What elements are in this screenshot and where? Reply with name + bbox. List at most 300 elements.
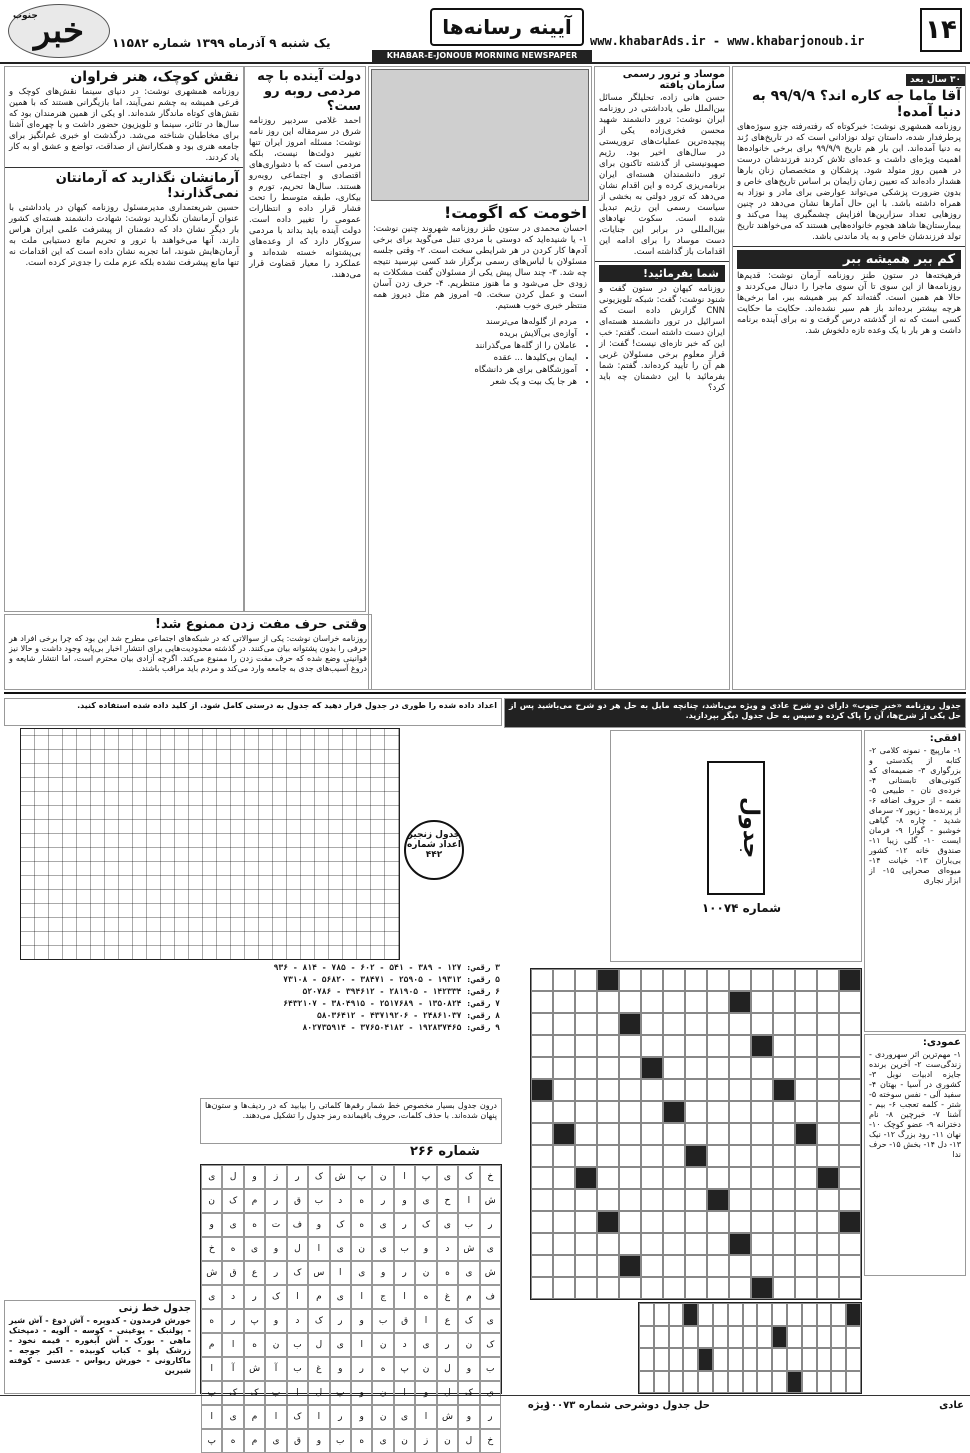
crossword-cell[interactable]	[654, 1326, 669, 1349]
crossword-cell[interactable]	[553, 1035, 575, 1057]
crossword-cell[interactable]	[773, 1255, 795, 1277]
crossword-cell[interactable]	[663, 1255, 685, 1277]
crossword-cell[interactable]	[795, 1277, 817, 1299]
crossword-cell[interactable]	[597, 1277, 619, 1299]
crossword-cell[interactable]	[728, 1371, 743, 1394]
letter-cell[interactable]: ک	[458, 1309, 479, 1333]
crossword-cell[interactable]	[773, 969, 795, 991]
crossword-cell[interactable]	[817, 1145, 839, 1167]
crossword-cell[interactable]	[575, 1013, 597, 1035]
crossword-cell[interactable]	[654, 1371, 669, 1394]
letter-cell[interactable]: ی	[244, 1237, 265, 1261]
letter-cell[interactable]: و	[265, 1309, 286, 1333]
crossword-cell[interactable]	[641, 991, 663, 1013]
letter-cell[interactable]: پ	[415, 1165, 436, 1189]
crossword-cell[interactable]	[683, 1348, 698, 1371]
crossword-cell[interactable]	[787, 1371, 802, 1394]
letter-cell[interactable]: ش	[458, 1237, 479, 1261]
crossword-cell[interactable]	[757, 1348, 772, 1371]
crossword-cell[interactable]	[553, 1167, 575, 1189]
crossword-cell[interactable]	[553, 1145, 575, 1167]
crossword-cell[interactable]	[641, 1013, 663, 1035]
crossword-cell[interactable]	[641, 1145, 663, 1167]
letter-cell[interactable]: ا	[415, 1309, 436, 1333]
crossword-cell[interactable]	[773, 1013, 795, 1035]
crossword-cell[interactable]	[729, 1035, 751, 1057]
crossword-cell[interactable]	[729, 1255, 751, 1277]
crossword-cell[interactable]	[641, 1255, 663, 1277]
letter-cell[interactable]: و	[265, 1237, 286, 1261]
crossword-cell[interactable]	[531, 1123, 553, 1145]
crossword-cell[interactable]	[531, 1101, 553, 1123]
letter-cell[interactable]: و	[351, 1309, 372, 1333]
crossword-cell[interactable]	[839, 1145, 861, 1167]
letter-cell[interactable]: ی	[201, 1285, 222, 1309]
letter-cell[interactable]: ک	[287, 1261, 308, 1285]
crossword-cell[interactable]	[773, 1233, 795, 1255]
letter-cell[interactable]: آ	[265, 1357, 286, 1381]
letter-cell[interactable]: ز	[265, 1165, 286, 1189]
letter-cell[interactable]: ب	[201, 1381, 222, 1405]
letter-cell[interactable]: ی	[415, 1333, 436, 1357]
letter-cell[interactable]: و	[308, 1213, 329, 1237]
crossword-cell[interactable]	[553, 1101, 575, 1123]
letter-cell[interactable]: ح	[437, 1189, 458, 1213]
letter-cell[interactable]: ب	[287, 1333, 308, 1357]
letter-cell[interactable]: و	[458, 1357, 479, 1381]
crossword-cell[interactable]	[531, 1057, 553, 1079]
crossword-cell[interactable]	[685, 1189, 707, 1211]
letter-cell[interactable]: پ	[330, 1381, 351, 1405]
crossword-cell[interactable]	[531, 1277, 553, 1299]
letter-cell[interactable]: ی	[394, 1405, 415, 1429]
letter-cell[interactable]: ن	[372, 1165, 393, 1189]
crossword-cell[interactable]	[817, 1123, 839, 1145]
crossword-cell[interactable]	[751, 1035, 773, 1057]
letter-cell[interactable]: ی	[415, 1189, 436, 1213]
crossword-cell[interactable]	[654, 1348, 669, 1371]
crossword-cell[interactable]	[831, 1326, 846, 1349]
letter-cell[interactable]: ی	[458, 1261, 479, 1285]
letter-cell[interactable]: و	[415, 1237, 436, 1261]
crossword-cell[interactable]	[817, 991, 839, 1013]
crossword-cell[interactable]	[531, 1145, 553, 1167]
letter-cell[interactable]: ق	[394, 1309, 415, 1333]
letter-cell[interactable]: ر	[330, 1405, 351, 1429]
letter-cell[interactable]: ع	[244, 1261, 265, 1285]
crossword-cell[interactable]	[553, 991, 575, 1013]
crossword-cell[interactable]	[685, 1013, 707, 1035]
letter-cell[interactable]: ی	[480, 1237, 501, 1261]
crossword-cell[interactable]	[641, 1233, 663, 1255]
crossword-cell[interactable]	[597, 1123, 619, 1145]
letter-cell[interactable]: و	[201, 1213, 222, 1237]
letter-cell[interactable]: ی	[330, 1333, 351, 1357]
letter-cell[interactable]: ف	[480, 1285, 501, 1309]
letter-cell[interactable]: ی	[265, 1429, 286, 1453]
crossword-cell[interactable]	[728, 1326, 743, 1349]
letter-cell[interactable]: پ	[201, 1429, 222, 1453]
crossword-cell[interactable]	[839, 969, 861, 991]
letter-cell[interactable]: ر	[287, 1165, 308, 1189]
crossword-cell[interactable]	[597, 1167, 619, 1189]
crossword-cell[interactable]	[619, 1189, 641, 1211]
crossword-cell[interactable]	[663, 991, 685, 1013]
crossword-cell[interactable]	[663, 1079, 685, 1101]
crossword-cell[interactable]	[817, 1348, 832, 1371]
letter-cell[interactable]: ن	[372, 1405, 393, 1429]
crossword-cell[interactable]	[531, 1035, 553, 1057]
crossword-cell[interactable]	[619, 1211, 641, 1233]
crossword-cell[interactable]	[698, 1326, 713, 1349]
letter-cell[interactable]: خ	[480, 1165, 501, 1189]
letter-cell[interactable]: خ	[480, 1429, 501, 1453]
crossword-cell[interactable]	[729, 1145, 751, 1167]
crossword-cell[interactable]	[663, 1057, 685, 1079]
crossword-grid[interactable]	[530, 968, 862, 1300]
crossword-cell[interactable]	[817, 1035, 839, 1057]
crossword-cell[interactable]	[751, 1277, 773, 1299]
crossword-cell[interactable]	[773, 1189, 795, 1211]
crossword-cell[interactable]	[553, 1123, 575, 1145]
crossword-cell[interactable]	[685, 1057, 707, 1079]
crossword-cell[interactable]	[795, 1079, 817, 1101]
crossword-cell[interactable]	[619, 1255, 641, 1277]
letter-cell[interactable]: د	[330, 1189, 351, 1213]
letter-cell[interactable]: ک	[222, 1381, 243, 1405]
crossword-cell[interactable]	[597, 1013, 619, 1035]
crossword-cell[interactable]	[772, 1303, 787, 1326]
crossword-cell[interactable]	[663, 1211, 685, 1233]
letter-cell[interactable]: ک	[308, 1165, 329, 1189]
letter-cell[interactable]: آ	[222, 1357, 243, 1381]
crossword-cell[interactable]	[531, 1079, 553, 1101]
crossword-cell[interactable]	[839, 1189, 861, 1211]
letter-cell[interactable]: ن	[394, 1429, 415, 1453]
crossword-cell[interactable]	[802, 1326, 817, 1349]
crossword-cell[interactable]	[729, 1079, 751, 1101]
crossword-cell[interactable]	[619, 1013, 641, 1035]
letter-cell[interactable]: ب	[480, 1357, 501, 1381]
crossword-cell[interactable]	[575, 1145, 597, 1167]
letter-cell[interactable]: و	[351, 1381, 372, 1405]
letter-cell[interactable]: ی	[222, 1213, 243, 1237]
crossword-cell[interactable]	[787, 1348, 802, 1371]
crossword-cell[interactable]	[772, 1371, 787, 1394]
letter-cell[interactable]: ب	[458, 1213, 479, 1237]
crossword-cell[interactable]	[619, 1057, 641, 1079]
crossword-cell[interactable]	[575, 1167, 597, 1189]
crossword-cell[interactable]	[531, 969, 553, 991]
crossword-cell[interactable]	[743, 1326, 758, 1349]
crossword-cell[interactable]	[707, 1255, 729, 1277]
crossword-cell[interactable]	[531, 1233, 553, 1255]
crossword-cell[interactable]	[751, 1101, 773, 1123]
crossword-cell[interactable]	[575, 1233, 597, 1255]
crossword-cell[interactable]	[669, 1371, 684, 1394]
crossword-cell[interactable]	[698, 1348, 713, 1371]
crossword-cell[interactable]	[751, 1145, 773, 1167]
crossword-cell[interactable]	[831, 1371, 846, 1394]
crossword-cell[interactable]	[831, 1303, 846, 1326]
crossword-cell[interactable]	[743, 1371, 758, 1394]
crossword-cell[interactable]	[773, 1101, 795, 1123]
letter-cell[interactable]: ه	[222, 1429, 243, 1453]
crossword-cell[interactable]	[663, 1277, 685, 1299]
letter-cell[interactable]: ه	[351, 1189, 372, 1213]
crossword-cell[interactable]	[663, 1189, 685, 1211]
letter-cell[interactable]: ش	[201, 1261, 222, 1285]
crossword-cell[interactable]	[575, 1101, 597, 1123]
crossword-cell[interactable]	[619, 1167, 641, 1189]
crossword-cell[interactable]	[654, 1303, 669, 1326]
crossword-cell[interactable]	[575, 969, 597, 991]
letter-cell[interactable]: ا	[287, 1285, 308, 1309]
letter-cell[interactable]: و	[244, 1165, 265, 1189]
letter-cell[interactable]: ا	[394, 1165, 415, 1189]
letter-cell[interactable]: غ	[308, 1357, 329, 1381]
crossword-cell[interactable]	[707, 969, 729, 991]
letter-cell[interactable]: ل	[437, 1357, 458, 1381]
crossword-cell[interactable]	[597, 1255, 619, 1277]
crossword-cell[interactable]	[669, 1303, 684, 1326]
crossword-cell[interactable]	[729, 991, 751, 1013]
letter-cell[interactable]: ب	[265, 1381, 286, 1405]
letter-cell[interactable]: ه	[222, 1237, 243, 1261]
crossword-cell[interactable]	[772, 1326, 787, 1349]
crossword-cell[interactable]	[641, 969, 663, 991]
crossword-cell[interactable]	[553, 1079, 575, 1101]
crossword-cell[interactable]	[757, 1303, 772, 1326]
crossword-cell[interactable]	[597, 1035, 619, 1057]
website-url[interactable]: www.khabarAds.ir - www.khabarjonoub.ir	[590, 34, 865, 48]
crossword-cell[interactable]	[802, 1348, 817, 1371]
letter-cell[interactable]: ک	[480, 1333, 501, 1357]
crossword-cell[interactable]	[685, 1101, 707, 1123]
crossword-cell[interactable]	[663, 1013, 685, 1035]
letter-cell[interactable]: ا	[287, 1381, 308, 1405]
letter-cell[interactable]: ر	[372, 1189, 393, 1213]
letter-cell[interactable]: ه	[372, 1357, 393, 1381]
letter-grid[interactable]	[200, 1164, 502, 1446]
crossword-cell[interactable]	[795, 991, 817, 1013]
crossword-cell[interactable]	[663, 1123, 685, 1145]
crossword-cell[interactable]	[795, 1145, 817, 1167]
crossword-cell[interactable]	[639, 1303, 654, 1326]
crossword-cell[interactable]	[663, 969, 685, 991]
crossword-cell[interactable]	[817, 969, 839, 991]
letter-cell[interactable]: ه	[351, 1213, 372, 1237]
crossword-cell[interactable]	[553, 1211, 575, 1233]
crossword-cell[interactable]	[641, 1211, 663, 1233]
crossword-cell[interactable]	[802, 1303, 817, 1326]
crossword-cell[interactable]	[751, 1211, 773, 1233]
letter-cell[interactable]: ج	[372, 1285, 393, 1309]
crossword-cell[interactable]	[846, 1371, 861, 1394]
letter-cell[interactable]: ن	[415, 1261, 436, 1285]
crossword-cell[interactable]	[839, 1079, 861, 1101]
letter-cell[interactable]: م	[458, 1285, 479, 1309]
crossword-cell[interactable]	[597, 1057, 619, 1079]
crossword-cell[interactable]	[619, 969, 641, 991]
letter-cell[interactable]: ه	[351, 1429, 372, 1453]
crossword-cell[interactable]	[531, 1013, 553, 1035]
crossword-cell[interactable]	[663, 1233, 685, 1255]
crossword-cell[interactable]	[729, 1123, 751, 1145]
letter-cell[interactable]: ک	[244, 1381, 265, 1405]
crossword-cell[interactable]	[575, 1035, 597, 1057]
crossword-cell[interactable]	[839, 1255, 861, 1277]
crossword-cell[interactable]	[641, 1277, 663, 1299]
crossword-cell[interactable]	[531, 1189, 553, 1211]
crossword-cell[interactable]	[729, 1057, 751, 1079]
crossword-cell[interactable]	[553, 1057, 575, 1079]
crossword-cell[interactable]	[751, 1057, 773, 1079]
letter-cell[interactable]: ک	[222, 1189, 243, 1213]
crossword-cell[interactable]	[839, 1101, 861, 1123]
crossword-cell[interactable]	[707, 1013, 729, 1035]
letter-cell[interactable]: م	[244, 1429, 265, 1453]
letter-cell[interactable]: ز	[415, 1429, 436, 1453]
crossword-cell[interactable]	[619, 1035, 641, 1057]
letter-cell[interactable]: و	[330, 1357, 351, 1381]
number-chain-grid[interactable]	[20, 728, 400, 960]
crossword-cell[interactable]	[531, 1255, 553, 1277]
crossword-cell[interactable]	[817, 1101, 839, 1123]
letter-cell[interactable]: ی	[330, 1285, 351, 1309]
crossword-cell[interactable]	[641, 1123, 663, 1145]
letter-cell[interactable]: پ	[244, 1309, 265, 1333]
letter-cell[interactable]: ن	[265, 1333, 286, 1357]
letter-cell[interactable]: ک	[458, 1381, 479, 1405]
crossword-cell[interactable]	[531, 991, 553, 1013]
crossword-cell[interactable]	[575, 991, 597, 1013]
crossword-cell[interactable]	[707, 1101, 729, 1123]
crossword-cell[interactable]	[669, 1326, 684, 1349]
crossword-cell[interactable]	[575, 1211, 597, 1233]
letter-cell[interactable]: ش	[437, 1405, 458, 1429]
crossword-cell[interactable]	[751, 1013, 773, 1035]
letter-cell[interactable]: ع	[437, 1309, 458, 1333]
letter-cell[interactable]: ش	[244, 1357, 265, 1381]
crossword-cell[interactable]	[707, 1057, 729, 1079]
crossword-cell[interactable]	[757, 1326, 772, 1349]
letter-cell[interactable]: و	[415, 1381, 436, 1405]
letter-cell[interactable]: ی	[372, 1237, 393, 1261]
crossword-cell[interactable]	[729, 1167, 751, 1189]
letter-cell[interactable]: ه	[437, 1261, 458, 1285]
crossword-cell[interactable]	[619, 1145, 641, 1167]
crossword-cell[interactable]	[795, 1255, 817, 1277]
crossword-cell[interactable]	[713, 1303, 728, 1326]
crossword-cell[interactable]	[831, 1348, 846, 1371]
crossword-cell[interactable]	[839, 991, 861, 1013]
crossword-cell[interactable]	[751, 969, 773, 991]
crossword-cell[interactable]	[663, 1167, 685, 1189]
crossword-cell[interactable]	[729, 1189, 751, 1211]
crossword-cell[interactable]	[728, 1303, 743, 1326]
crossword-cell[interactable]	[707, 1277, 729, 1299]
letter-cell[interactable]: ی	[372, 1429, 393, 1453]
crossword-cell[interactable]	[839, 1233, 861, 1255]
crossword-cell[interactable]	[751, 1233, 773, 1255]
crossword-cell[interactable]	[683, 1326, 698, 1349]
crossword-cell[interactable]	[641, 1057, 663, 1079]
crossword-cell[interactable]	[553, 1189, 575, 1211]
crossword-cell[interactable]	[795, 1101, 817, 1123]
crossword-cell[interactable]	[751, 1123, 773, 1145]
letter-cell[interactable]: د	[287, 1309, 308, 1333]
crossword-cell[interactable]	[639, 1348, 654, 1371]
letter-cell[interactable]: ه	[201, 1309, 222, 1333]
crossword-cell[interactable]	[772, 1348, 787, 1371]
letter-cell[interactable]: ا	[201, 1405, 222, 1429]
crossword-cell[interactable]	[817, 1255, 839, 1277]
letter-cell[interactable]: ب	[287, 1357, 308, 1381]
crossword-cell[interactable]	[641, 1167, 663, 1189]
letter-cell[interactable]: ل	[308, 1333, 329, 1357]
letter-cell[interactable]: ر	[265, 1189, 286, 1213]
letter-cell[interactable]: ب	[372, 1309, 393, 1333]
crossword-cell[interactable]	[817, 1211, 839, 1233]
letter-cell[interactable]: ر	[394, 1261, 415, 1285]
crossword-cell[interactable]	[839, 1013, 861, 1035]
crossword-cell[interactable]	[713, 1326, 728, 1349]
letter-cell[interactable]: ق	[287, 1429, 308, 1453]
crossword-cell[interactable]	[751, 991, 773, 1013]
letter-cell[interactable]: ا	[394, 1381, 415, 1405]
crossword-cell[interactable]	[639, 1371, 654, 1394]
crossword-cell[interactable]	[685, 1211, 707, 1233]
crossword-cell[interactable]	[757, 1371, 772, 1394]
letter-cell[interactable]: ا	[330, 1261, 351, 1285]
letter-cell[interactable]: ش	[480, 1261, 501, 1285]
crossword-cell[interactable]	[729, 1013, 751, 1035]
letter-cell[interactable]: پ	[394, 1357, 415, 1381]
letter-cell[interactable]: ی	[372, 1213, 393, 1237]
crossword-cell[interactable]	[839, 1035, 861, 1057]
letter-cell[interactable]: ا	[308, 1405, 329, 1429]
letter-cell[interactable]: غ	[437, 1285, 458, 1309]
crossword-cell[interactable]	[795, 1167, 817, 1189]
letter-cell[interactable]: ی	[222, 1405, 243, 1429]
letter-cell[interactable]: ن	[372, 1381, 393, 1405]
crossword-cell[interactable]	[597, 969, 619, 991]
letter-cell[interactable]: ر	[351, 1357, 372, 1381]
letter-cell[interactable]: ا	[265, 1405, 286, 1429]
letter-cell[interactable]: ی	[330, 1237, 351, 1261]
crossword-cell[interactable]	[553, 1277, 575, 1299]
crossword-cell[interactable]	[707, 1167, 729, 1189]
crossword-cell[interactable]	[685, 991, 707, 1013]
crossword-cell[interactable]	[751, 1167, 773, 1189]
crossword-cell[interactable]	[707, 1233, 729, 1255]
crossword-cell[interactable]	[817, 1079, 839, 1101]
crossword-cell[interactable]	[683, 1371, 698, 1394]
crossword-cell[interactable]	[729, 969, 751, 991]
letter-cell[interactable]: ی	[437, 1165, 458, 1189]
letter-cell[interactable]: ر	[480, 1405, 501, 1429]
crossword-cell[interactable]	[728, 1348, 743, 1371]
crossword-cell[interactable]	[751, 1189, 773, 1211]
letter-cell[interactable]: ش	[480, 1189, 501, 1213]
letter-cell[interactable]: ر	[437, 1333, 458, 1357]
crossword-cell[interactable]	[619, 1123, 641, 1145]
crossword-cell[interactable]	[597, 1189, 619, 1211]
crossword-cell[interactable]	[795, 1211, 817, 1233]
crossword-cell[interactable]	[575, 1123, 597, 1145]
crossword-cell[interactable]	[795, 1189, 817, 1211]
